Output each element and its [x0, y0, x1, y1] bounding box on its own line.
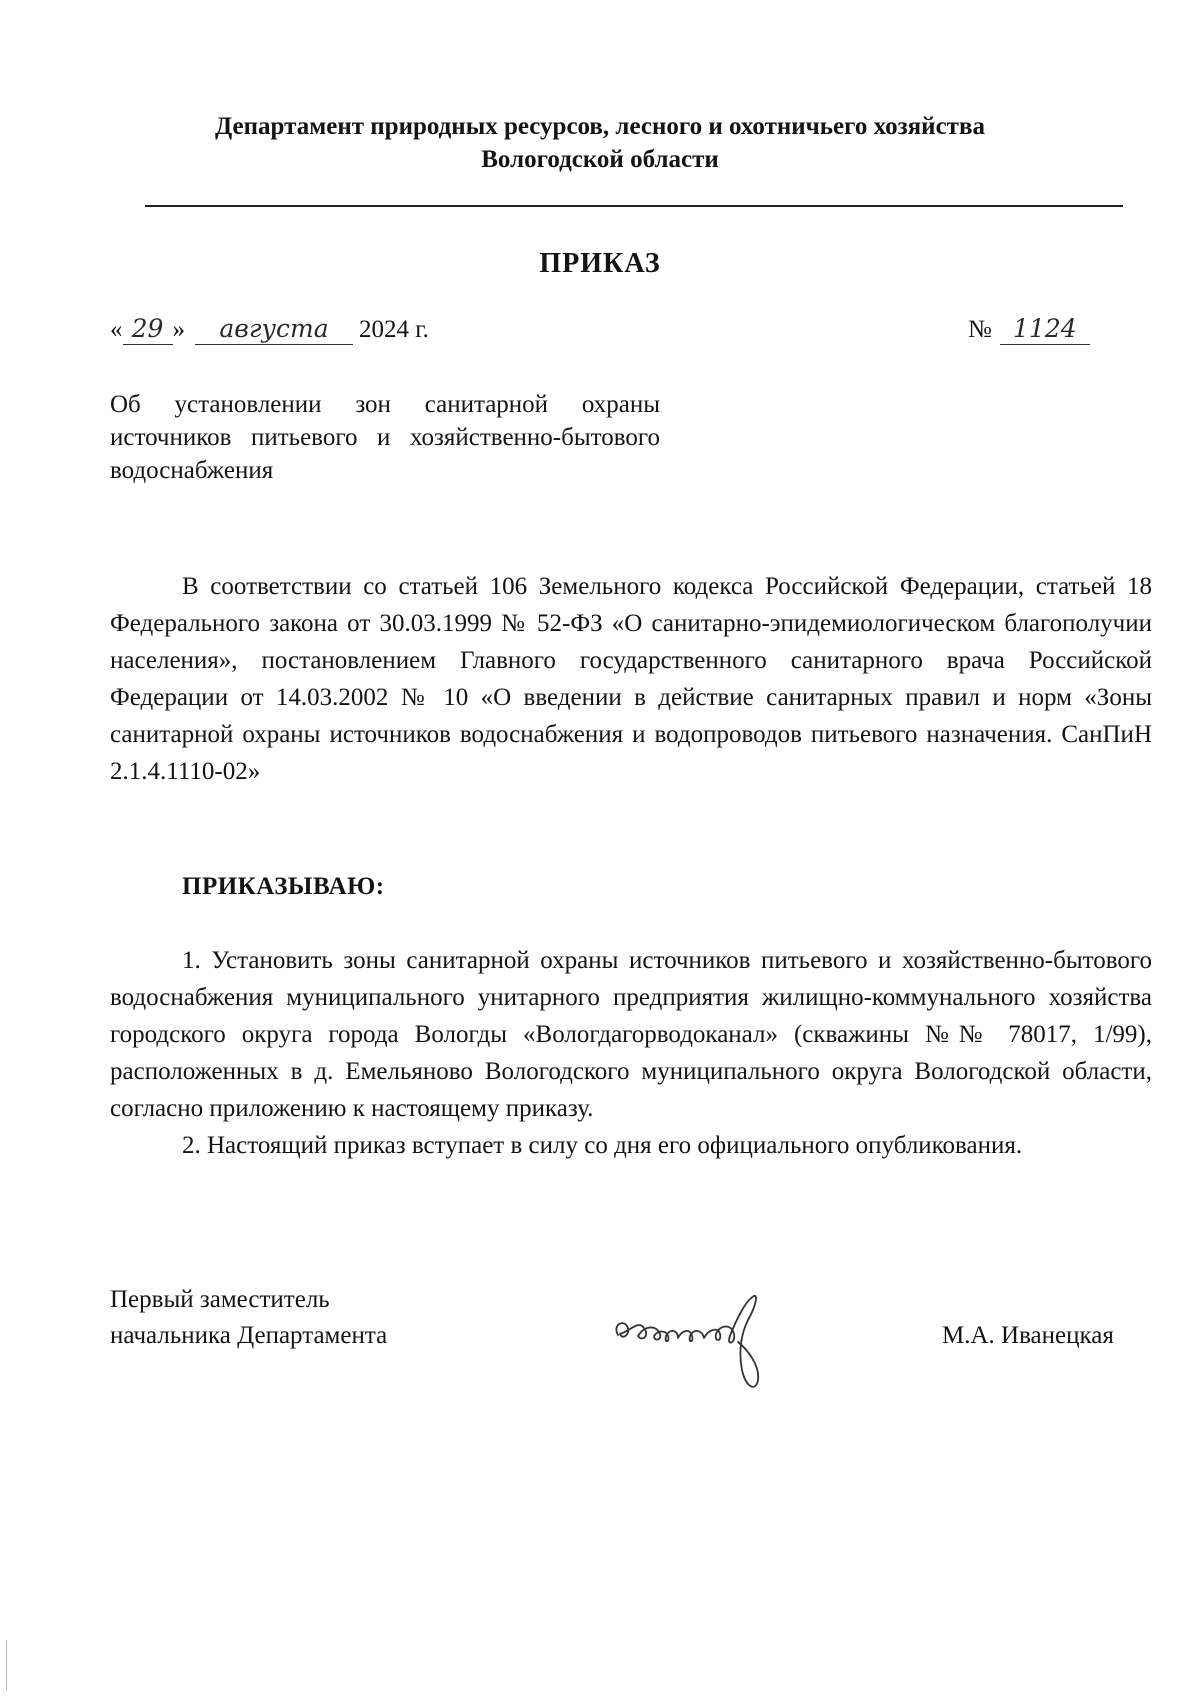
- signatory-name: М.А. Иванецкая: [942, 1322, 1114, 1349]
- order-item-1: 1. Установить зоны санитарной охраны источников питьевого и хозяйственно-бытового водоснабжения муниципального унитарного предприятия жилищно-коммунального хозяйства городского округа города Вологды «Вологдагорводоканал» (скважины №№ 78017, 1/99), расположенных в д. Емельяново Вологодского муниципального округа Вологодской области, согласно приложению к настоящему приказу.: [110, 947, 1152, 1122]
- department-header: [130, 110, 1070, 176]
- order-items: [110, 942, 1152, 1164]
- order-subject: Об установлении зон санитарной охраны источников питьевого и хозяйственно-бытового водоснабжения: [110, 391, 660, 484]
- order-directive: ПРИКАЗЫВАЮ:: [182, 873, 385, 900]
- department-name: Департамент природных ресурсов, лесного и охотничьего хозяйства: [215, 113, 985, 140]
- date-open-quote: «: [110, 316, 123, 343]
- number-value: 1124: [1000, 314, 1090, 345]
- handwritten-signature: [608, 1290, 828, 1400]
- date-day: 29: [123, 314, 173, 345]
- number-sign: №: [968, 316, 992, 343]
- signatory-position: [110, 1282, 387, 1354]
- date-month: августа: [195, 314, 353, 345]
- signatory-position-line2: начальника Департамента: [110, 1322, 388, 1349]
- header-divider: [145, 205, 1123, 207]
- region-name: Вологодской области: [481, 146, 719, 173]
- preamble-block: [110, 568, 1152, 790]
- order-number: [968, 310, 1090, 350]
- scan-edge-mark: [6, 1640, 11, 1690]
- date-year: 2024 г.: [359, 316, 429, 343]
- date-close-quote: »: [172, 316, 185, 343]
- document-type: ПРИКАЗ: [539, 248, 661, 279]
- order-date: [110, 310, 429, 350]
- preamble-paragraph: В соответствии со статьей 106 Земельного кодекса Российской Федерации, статьей 18 Федерального закона от 30.03.1999 № 52-ФЗ «О санитарно-эпидемиологическом благополучии населения», постановлением Главного государственного санитарного врача Российской Федерации от 14.03.2002 № 10 «О введении в действие санитарных правил и норм «Зоны санитарной охраны источников водоснабжения и водопроводов питьевого назначения. СанПиН 2.1.4.1110-02»: [110, 573, 1152, 785]
- order-item-2: 2. Настоящий приказ вступает в силу со дня его официального опубликования.: [182, 1132, 1023, 1159]
- signatory-position-line1: Первый заместитель: [110, 1286, 330, 1313]
